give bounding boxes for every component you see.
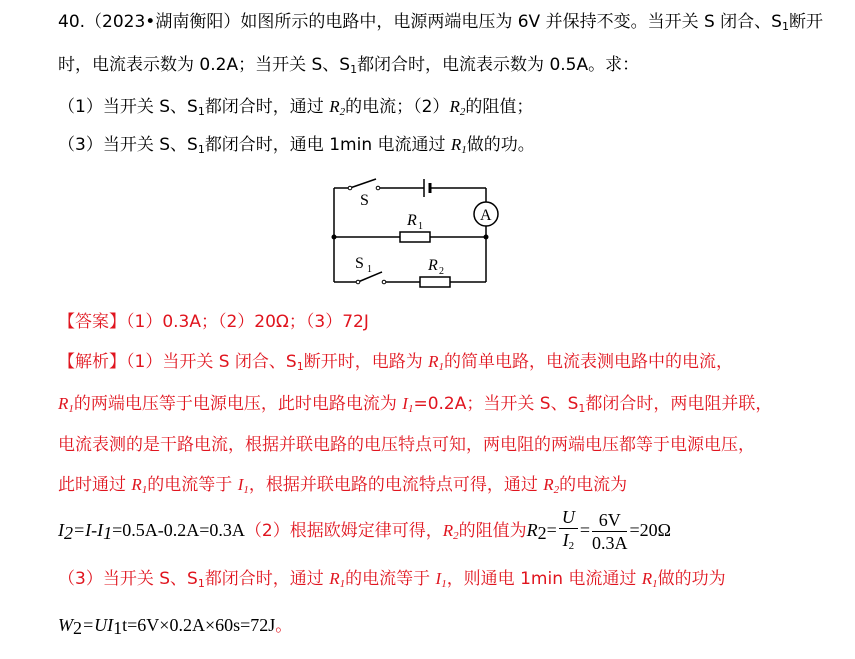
resistor-r1 [400,232,430,242]
circuit-diagram [320,172,510,294]
label-s1-sub: 1 [367,264,372,275]
answer-line [58,310,369,334]
label-r1: R [407,212,417,229]
fraction-values: $\frac{6V}{0.3A}$ [591,509,628,553]
switch-s1-contact [382,280,386,284]
ammeter-label: A [480,207,492,224]
label-s1: S [355,255,364,272]
analysis-tag: 【解析】 [58,352,126,372]
analysis-line-3: 电流表测的是干路电流，根据并联电路的电压特点可知，两电阻的两端电压都等于电源电压， [58,435,755,455]
analysis-line-4: 此时通过 $R_1$的电流等于 $I_1$，根据并联电路的电流特点可得，通过 $R_2$的电流为 [58,475,628,496]
question-line-1: 40.（2023•湖南衡阳）如图所示的电路中，电源两端电压为 6V 并保持不变。当开关 S 闭合、$S_1$断开 [58,12,823,33]
analysis-line-5: $I_2=I-I_1=0.5A-0.2A=0.3A(2)$根据欧姆定律可得，$R_2$的阻值为$R_2=$ $\frac{U}{I_2}$ = $\frac{6V}{0.3A}$ =20Ω [58,504,671,556]
question-line-2: 时，电流表示数为 0.2A；当开关 S、$S_1$都闭合时，电流表示数为 0.5A。求： [58,55,640,76]
analysis-line-1: 【解析】（1）当开关 S 闭合、$S_1$断开时，电路为 $R_1$的简单电路，电流表测电路中的电流， [58,352,734,373]
junction-right [484,235,489,240]
answer-tag: 【答案】 [58,312,126,332]
label-r2-sub: 2 [439,266,444,277]
switch-s-blade [350,179,376,188]
junction-left [332,235,337,240]
answer-text: （1）0.3A；（2）20Ω；（3）72J [126,312,369,332]
switch-s-pivot [348,186,352,190]
label-r1-sub: 1 [418,221,423,232]
label-r2: R [428,257,438,274]
question-line-4: （3）当开关 S、$S_1$都闭合时，通电 1min 电流通过 $R_1$做的功。 [58,135,535,156]
switch-s1-pivot [356,280,360,284]
question-line-3: （1）当开关 S、$S_1$都闭合时，通过 $R_2$的电流；$(2)R_2$的阻值； [58,97,534,118]
fraction-u-over-i2: $\frac{U}{I_2}$ [559,506,578,557]
label-s: S [360,192,369,209]
resistor-r2 [420,277,450,287]
analysis-line-6: （3）当开关 S、$S_1$都闭合时，通过 $R_1$的电流等于 $I_1$，则通电 1min 电流通过 $R_1$做的功为 [58,569,726,590]
switch-s-contact [376,186,380,190]
analysis-line-2: $R_1$的两端电压等于电源电压，此时电路电流为 $I_1=0.2A$；当开关 S、$S_1$都闭合时，两电阻并联， [58,394,773,415]
analysis-line-7: $W_2=UI_1t=6V\times 0.2A\times 60s=72J$。 [58,615,293,638]
